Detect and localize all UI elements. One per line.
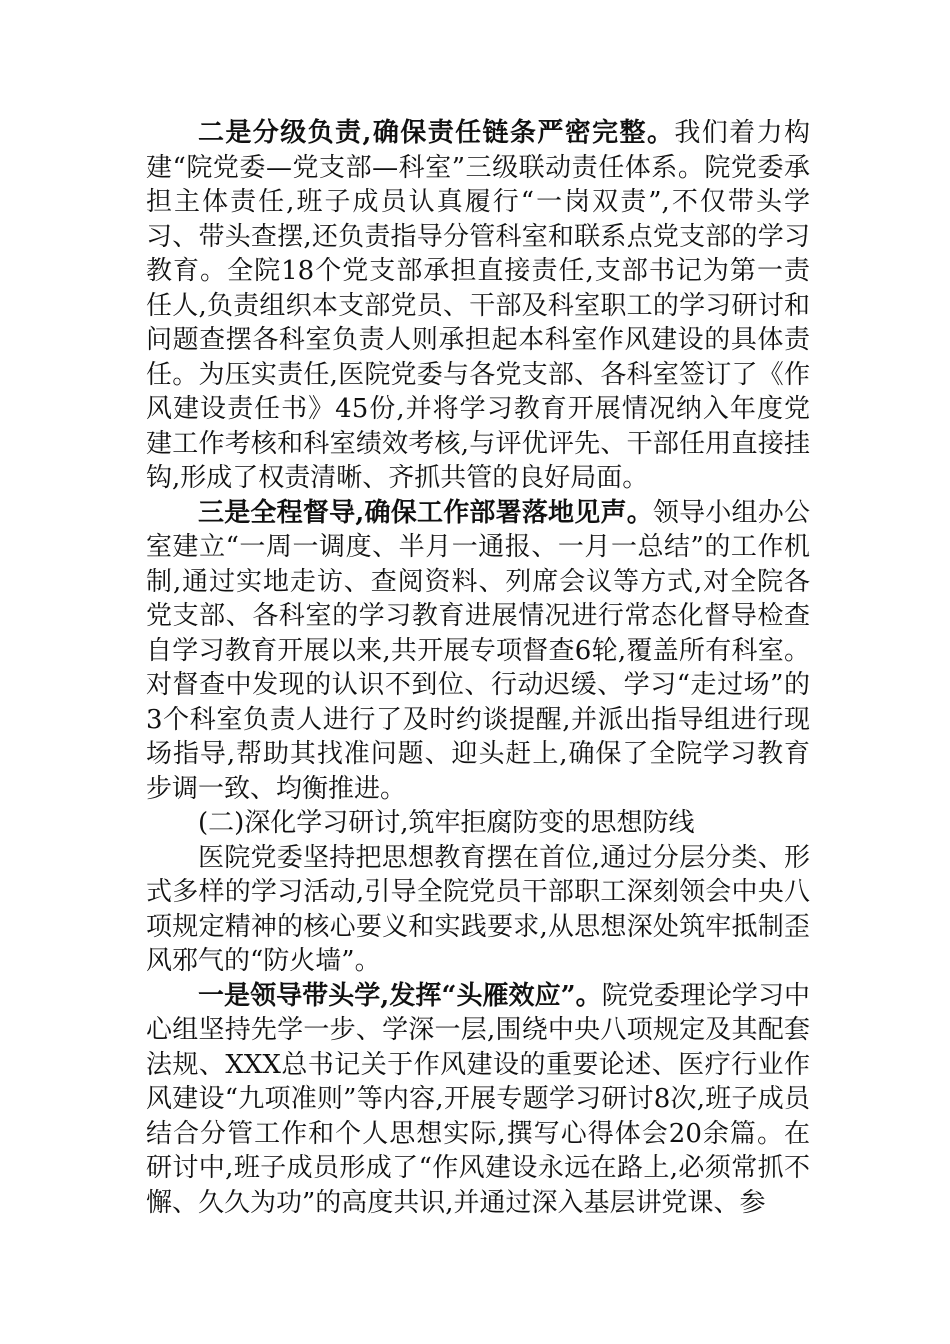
paragraph-body: 院党委理论学习中心组坚持先学一步、学深一层,围绕中央八项规定及其配套法规、XXX总书记关于作风建设的重要论述、医疗行业作风建设“九项准则”等内容,开展专题学习研讨8次,班子成员结合分管工作和个人思想实际,撰写心得体会20余篇。在研讨中,班子成员形成了“作风建设永远在路上,必须常抓不懈、久久为功”的高度共识,并通过深入基层讲党课、参 [146,980,810,1218]
paragraph-supervision [146,496,810,807]
paragraph-body: 领导小组办公室建立“一周一调度、半月一通报、一月一总结”的工作机制,通过实地走访、查阅资料、列席会议等方式,对全院各党支部、各科室的学习教育进展情况进行常态化督导检查自学习教育开展以来,共开展专项督查6轮,覆盖所有科室。对督查中发现的认识不到位、行动迟缓、学习“走过场”的3个科室负责人进行了及时约谈提醒,并派出指导组进行现场指导,帮助其找准问题、迎头赶上,确保了全院学习教育步调一致、均衡推进。 [146,497,810,804]
paragraph-heading: 三是全程督导,确保工作部署落地见声。 [198,497,653,528]
section-heading [146,806,810,841]
paragraph-body: 我们着力构建“院党委—党支部—科室”三级联动责任体系。院党委承担主体责任,班子成员认真履行“一岗双责”,不仅带头学习、带头查摆,还负责指导分管科室和联系点党支部的学习教育。全院18个党支部承担直接责任,支部书记为第一责任人,负责组织本支部党员、干部及科室职工的学习研讨和问题查摆各科室负责人则承担起本科室作风建设的具体责任。为压实责任,医院党委与各党支部、各科室签订了《作风建设责任书》45份,并将学习教育开展情况纳入年度党建工作考核和科室绩效考核,与评优评先、干部任用直接挂钩,形成了权责清晰、齐抓共管的良好局面。 [146,118,810,493]
document-page [146,116,810,1220]
paragraph-section-intro [146,841,810,979]
section-heading-text: (二)深化学习研讨,筑牢拒腐防变的思想防线 [198,808,695,838]
paragraph-body: 医院党委坚持把思想教育摆在首位,通过分层分类、形式多样的学习活动,引导全院党员干部职工深刻领会中央八项规定精神的核心要义和实践要求,从思想深处筑牢抵制歪风邪气的“防火墙”。 [146,842,810,976]
paragraph-responsibility [146,116,810,496]
paragraph-heading: 一是领导带头学,发挥“头雁效应”。 [198,980,602,1011]
paragraph-heading: 二是分级负责,确保责任链条严密完整。 [198,118,675,148]
paragraph-leadership-study [146,979,810,1221]
